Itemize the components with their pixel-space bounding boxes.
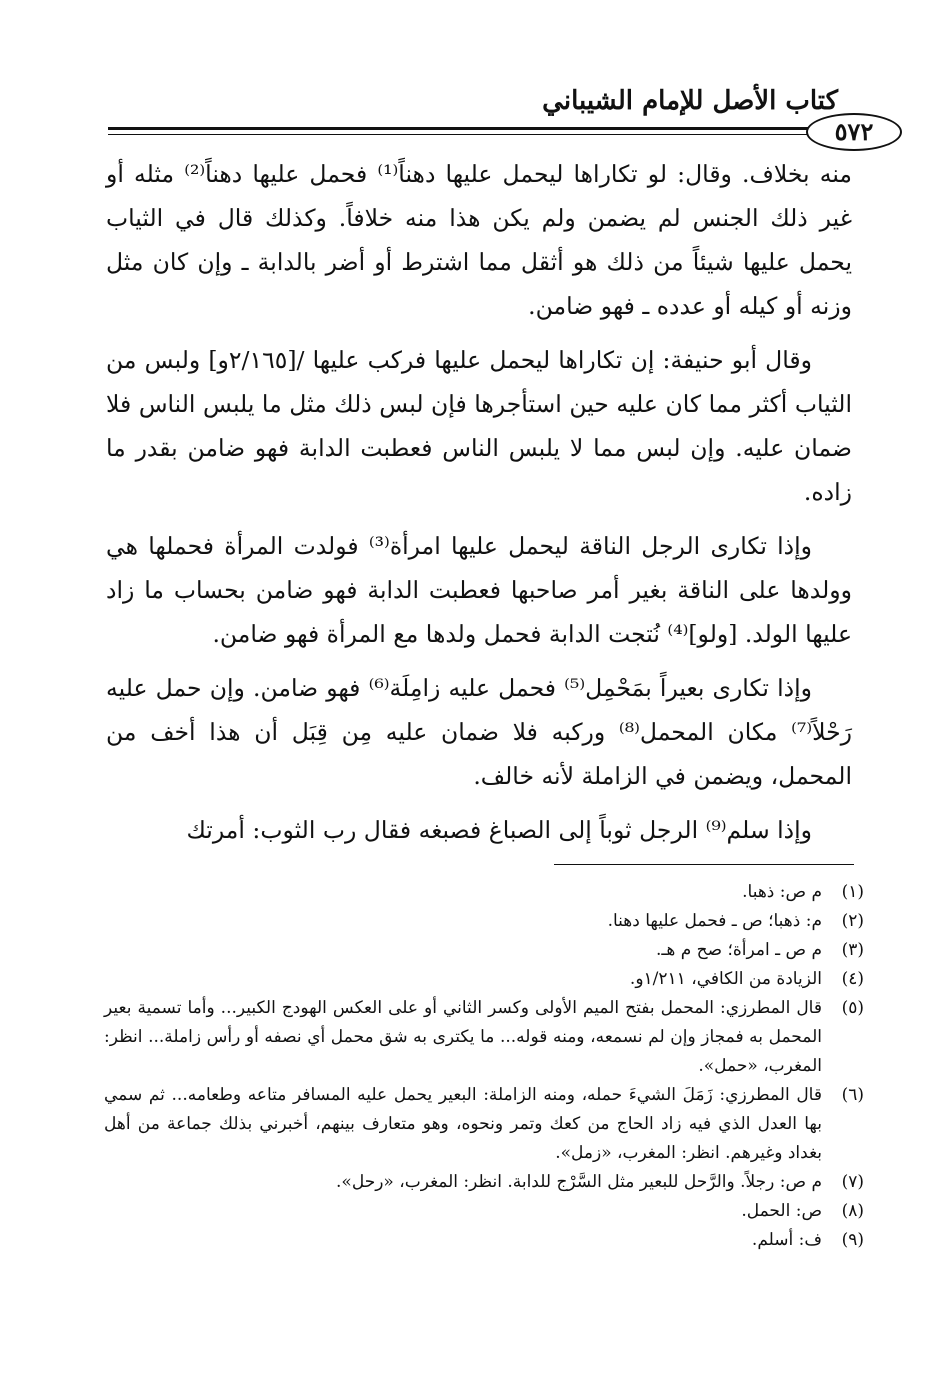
footnote bbox=[104, 1226, 864, 1255]
running-header-title: كتاب الأصل للإمام الشيباني bbox=[542, 86, 838, 116]
footnote-text: م ص: رجلاً. والرَّحل للبعير مثل السَّرْج للدابة. انظر: المغرب، «رحل». bbox=[336, 1172, 822, 1192]
footnote-number: (٩) bbox=[841, 1230, 864, 1250]
footnote-number: (٤) bbox=[841, 969, 864, 989]
footnote bbox=[104, 994, 864, 1081]
footnotes bbox=[104, 878, 864, 1255]
main-text bbox=[106, 152, 852, 852]
header-rule-thin bbox=[108, 134, 850, 135]
footnote-text: ف: أسلم. bbox=[751, 1230, 822, 1250]
footnote-number: (٨) bbox=[841, 1201, 864, 1221]
footnote-text: قال المطرزي: زَمَلَ الشيءَ حمله، ومنه الزاملة: البعير يحمل عليه المسافر متاعه وطعامه... ثم سمي بها العدل الذي فيه زاد الحاج من كعك وتمر ونحوه، وهو متعارف بينهم، أخبرني بذلك جماعة من أهل بغداد وغيرهم. انظر: المغرب، «زمل». bbox=[104, 1085, 822, 1163]
paragraph: وإذا تكارى الرجل الناقة ليحمل عليها امرأة⁽³⁾ فولدت المرأة فحملها هي وولدها على الناقة بغير أمر صاحبها فعطبت الدابة فهو ضامن بحساب ما زاد عليها الولد. [ولو]⁽⁴⁾ نُتجت الدابة فحمل ولدها مع المرأة فهو ضامن. bbox=[106, 532, 852, 648]
footnote bbox=[104, 936, 864, 965]
footnote-text: م ص: ذهبا. bbox=[742, 882, 822, 902]
footnote-number: (٢) bbox=[841, 911, 864, 931]
footnote-number: (١) bbox=[841, 882, 864, 902]
page-number-badge: ٥٧٢ bbox=[806, 113, 902, 151]
footnote-number: (٥) bbox=[841, 998, 864, 1018]
footnote-text: قال المطرزي: المحمل بفتح الميم الأولى وكسر الثاني أو على العكس الهودج الكبير... وأما تسمية بعير المحمل به فمجاز وإن لم نسمعه، ومنه قوله... ما يكترى به شق محمل أي نصفه أو رأس زاملة... انظر: المغرب، «حمل». bbox=[104, 998, 822, 1076]
paragraph: وإذا تكارى بعيراً بمَحْمِل⁽⁵⁾ فحمل عليه زامِلَة⁽⁶⁾ فهو ضامن. وإن حمل عليه رَحْلاً⁽⁷⁾ مكان المحمل⁽⁸⁾ وركبه فلا ضمان عليه مِن قِبَل أن هذا أخف من المحمل، ويضمن في الزاملة لأنه خالف. bbox=[106, 674, 853, 790]
paragraph: وقال أبو حنيفة: إن تكاراها ليحمل عليها فركب عليها /[٢/١٦٥و] ولبس من الثياب أكثر مما كان عليه حين استأجرها فإن لبس ذلك مثل ما يلبس الناس فلا ضمان عليه. وإن لبس مما لا يلبس الناس فعطبت الدابة فهو ضامن بقدر ما زاده. bbox=[106, 346, 852, 506]
footnote-number: (٦) bbox=[841, 1085, 864, 1105]
footnote bbox=[104, 878, 864, 907]
footnote bbox=[104, 965, 864, 994]
paragraph: وإذا سلم⁽⁹⁾ الرجل ثوباً إلى الصباغ فصبغه فقال رب الثوب: أمرتك bbox=[186, 816, 812, 844]
footnote-separator bbox=[554, 864, 854, 865]
header-rule bbox=[108, 127, 850, 130]
footnote bbox=[104, 1081, 864, 1168]
footnote-text: م ص ـ امرأة؛ صح م هـ. bbox=[655, 940, 822, 960]
footnote bbox=[104, 907, 864, 936]
paragraph: منه بخلاف. وقال: لو تكاراها ليحمل عليها دهناً⁽¹⁾ فحمل عليها دهناً⁽²⁾ مثله أو غير ذلك الجنس لم يضمن ولم يكن هذا منه خلافاً. وكذلك قال في الثياب يحمل عليها شيئاً من ذلك هو أثقل مما اشترط أو أضر بالدابة ـ وإن كان مثل وزنه أو كيله أو عدده ـ فهو ضامن. bbox=[106, 160, 852, 320]
footnote-number: (٣) bbox=[841, 940, 864, 960]
footnote bbox=[104, 1197, 864, 1226]
footnote-text: ص: الحمل. bbox=[741, 1201, 822, 1221]
footnote-number: (٧) bbox=[841, 1172, 864, 1192]
footnote bbox=[104, 1168, 864, 1197]
footnote-text: الزيادة من الكافي، ١/٢١١و. bbox=[629, 969, 822, 989]
footnote-text: م: ذهبا؛ ص ـ فحمل عليها دهنا. bbox=[607, 911, 822, 931]
